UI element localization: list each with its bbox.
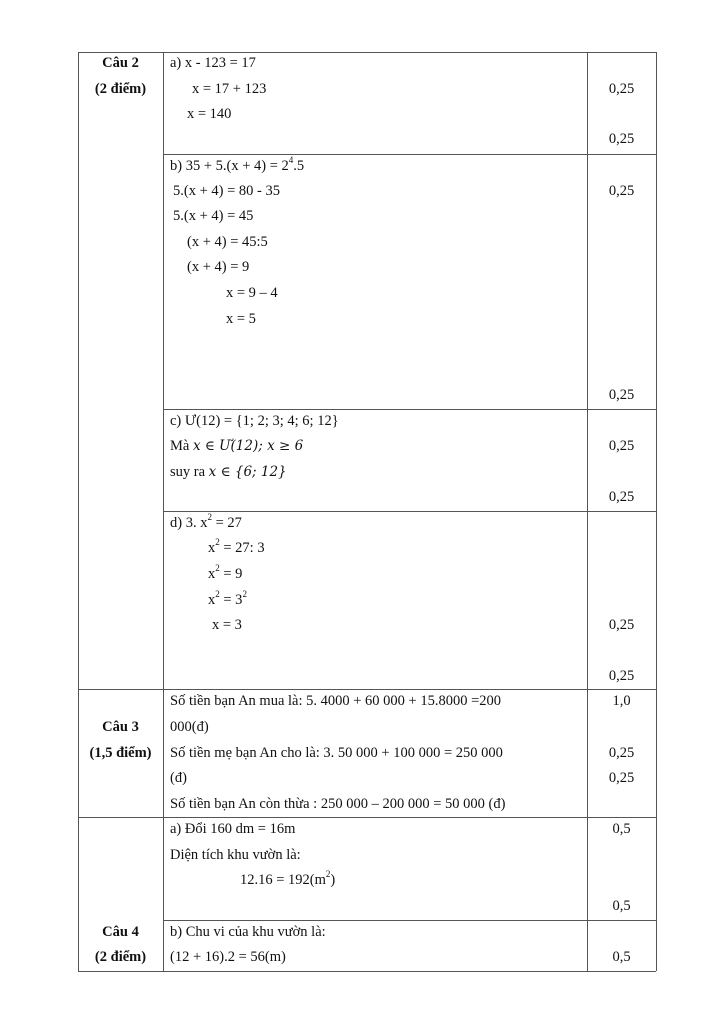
solution-line: (x + 4) = 9	[187, 259, 250, 275]
solution-line: Mà x ∈ Ư(12); x ≥ 6	[170, 438, 304, 454]
solution-line: x = 17 + 123	[192, 81, 267, 97]
score-value: 0,25	[608, 617, 635, 633]
solution-line: $12.16 = 192(m^2)$	[240, 869, 336, 888]
score-value: 0,25	[608, 81, 635, 97]
solution-line: d) 3. $x^2 = 27$	[170, 512, 242, 531]
score-value: 0,25	[608, 489, 635, 505]
solution-line: 5.(x + 4) = 45	[173, 208, 254, 224]
row-divider	[163, 409, 656, 410]
solution-line: $x^2 = 3^2$	[208, 589, 247, 608]
table-border-right	[656, 52, 657, 971]
solution-line: x = 3	[212, 617, 242, 633]
table-border-left	[78, 52, 79, 971]
score-value: 0,25	[608, 745, 635, 761]
solution-line: suy ra x ∈ {6; 12}	[170, 464, 287, 480]
table-border-top	[78, 52, 656, 53]
solution-line: x = 9 – 4	[226, 285, 278, 301]
score-value: 0,5	[612, 949, 631, 965]
row-divider	[78, 817, 656, 818]
question-label: Câu 2	[102, 55, 139, 71]
question-points: (2 điểm)	[94, 949, 147, 965]
score-value: 0,25	[608, 770, 635, 786]
solution-line: Số tiền mẹ bạn An cho là: 3. 50 000 + 100 000 = 250 000	[170, 745, 503, 761]
solution-line: a) Đổi 160 dm = 16m	[170, 821, 296, 837]
question-label: Câu 4	[102, 924, 139, 940]
score-value: 0,25	[608, 131, 635, 147]
solution-line: x = 140	[187, 106, 232, 122]
solution-line: b) Chu vi của khu vườn là:	[170, 924, 326, 940]
solution-line: $x^2 = 9$	[208, 563, 243, 582]
solution-line: (12 + 16).2 = 56(m)	[170, 949, 286, 965]
solution-line: Diện tích khu vườn là:	[170, 847, 301, 863]
score-value: 0,25	[608, 438, 635, 454]
solution-line: c) Ư(12) = {1; 2; 3; 4; 6; 12}	[170, 413, 339, 429]
solution-line: b) $35 + 5.(x + 4) = 2^4.5$	[170, 155, 305, 174]
solution-line: Số tiền bạn An còn thừa : 250 000 – 200 000 = 50 000 (đ)	[170, 796, 506, 812]
question-points: (1,5 điểm)	[89, 745, 152, 761]
row-divider	[78, 689, 656, 690]
score-value: 1,0	[612, 693, 631, 709]
table-border-bottom	[78, 971, 656, 972]
score-value: 0,25	[608, 668, 635, 684]
score-value: 0,5	[612, 898, 631, 914]
score-value: 0,25	[608, 387, 635, 403]
score-value: 0,5	[612, 821, 631, 837]
solution-line: a) x - 123 = 17	[170, 55, 256, 71]
row-divider	[163, 511, 656, 512]
solution-line: Số tiền bạn An mua là: 5. 4000 + 60 000 + 15.8000 =200	[170, 693, 502, 709]
row-divider	[163, 154, 656, 155]
solution-line: 5.(x + 4) = 80 - 35	[173, 183, 280, 199]
score-value: 0,25	[608, 183, 635, 199]
solution-line: (x + 4) = 45:5	[187, 234, 268, 250]
solution-line: $x^2 = 27$: 3	[208, 537, 265, 556]
solution-line: (đ)	[170, 770, 187, 786]
question-label: Câu 3	[102, 719, 139, 735]
solution-line: x = 5	[226, 311, 256, 327]
row-divider	[163, 920, 656, 921]
solution-line: 000(đ)	[170, 719, 209, 735]
column-divider	[163, 52, 164, 971]
question-points: (2 điểm)	[94, 81, 147, 97]
